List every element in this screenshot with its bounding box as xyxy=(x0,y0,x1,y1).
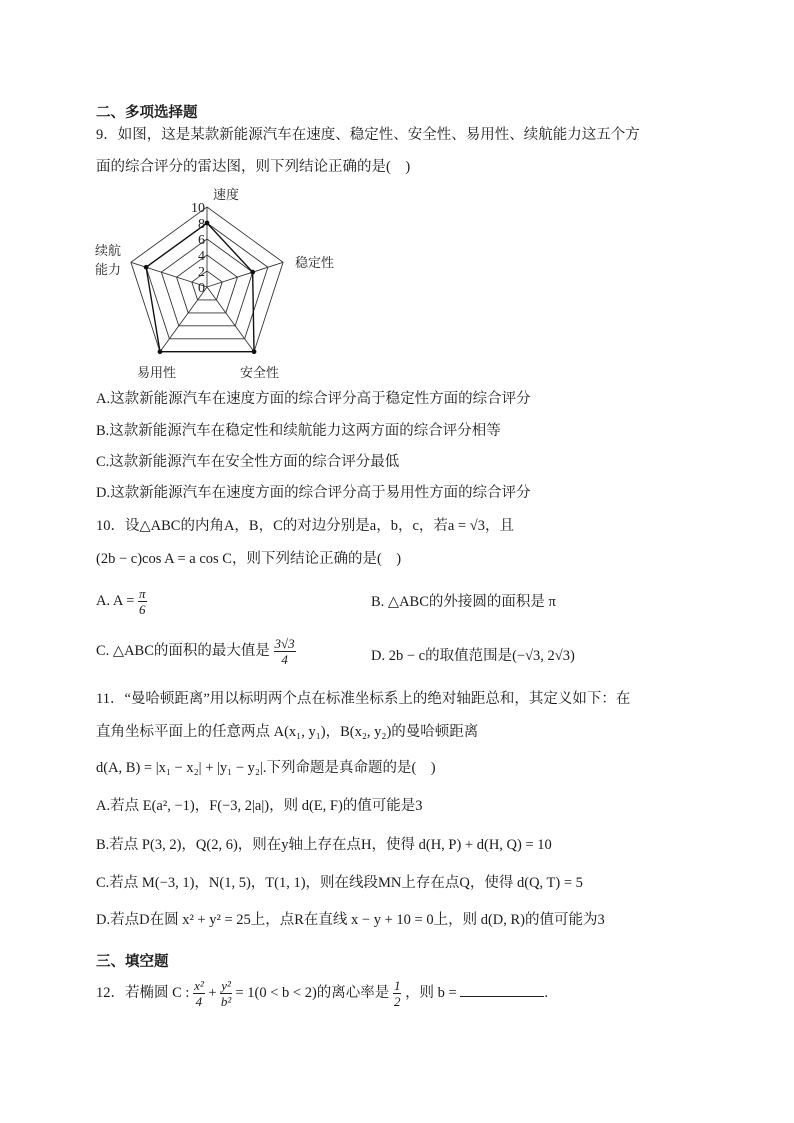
q11-option-a: A.若点 E(a², −1)，F(−3, 2|a|)，则 d(E, F)的值可能是3 xyxy=(96,798,423,814)
q11-option-b: B.若点 P(3, 2)，Q(2, 6)，则在y轴上存在点H，使得 d(H, P) + d(H, Q) = 10 xyxy=(96,837,552,853)
q9-option-d: D.这款新能源汽车在速度方面的综合评分高于易用性方面的综合评分 xyxy=(96,485,531,501)
radar-data-point xyxy=(252,349,257,354)
q11-stem-line3: d(A, B) = |x₁ − x₂| + |y₁ − y₂|.下列命题是真命题的是( ) xyxy=(96,760,436,776)
radar-data-point xyxy=(158,349,163,354)
fraction-denominator: 4 xyxy=(195,994,203,1009)
q9-stem-line1: 9．如图，这是某款新能源汽车在速度、稳定性、安全性、易用性、续航能力这五个方 xyxy=(96,127,640,143)
radar-axis-label-stability: 稳定性 xyxy=(295,256,335,271)
radar-chart xyxy=(90,183,350,383)
q12-fraction-y xyxy=(220,978,232,1009)
q9-option-a: A.这款新能源汽车在速度方面的综合评分高于稳定性方面的综合评分 xyxy=(96,391,531,407)
q11-option-d: D.若点D在圆 x² + y² = 25上，点R在直线 x − y + 10 = 0上，则 d(D, R)的值可能为3 xyxy=(96,912,605,928)
radar-spoke xyxy=(207,287,254,352)
q10-option-c-prefix: C. △ABC的面积的最大值是 xyxy=(96,642,270,659)
radar-spoke xyxy=(207,262,283,287)
q12-fraction-half xyxy=(393,978,402,1009)
fraction-numerator: x² xyxy=(194,978,204,993)
q10-option-b: B. △ABC的外接圆的面积是 π xyxy=(371,594,556,610)
radar-data-point xyxy=(250,270,255,275)
q12-answer-blank[interactable] xyxy=(460,982,544,997)
fraction-numerator: π xyxy=(139,586,146,601)
q9-option-c: C.这款新能源汽车在安全性方面的综合评分最低 xyxy=(96,454,400,470)
q10-option-a xyxy=(96,586,147,617)
q10-option-c xyxy=(96,636,296,667)
section-heading-multiple-choice: 二、多项选择题 xyxy=(96,105,198,121)
q10-option-a-fraction xyxy=(138,586,147,617)
q10-option-d: D. 2b − c的取值范围是(−√3, 2√3) xyxy=(371,648,575,664)
fraction-denominator: 2 xyxy=(393,994,401,1009)
radar-tick-label: 2 xyxy=(198,265,205,280)
radar-tick-label: 0 xyxy=(198,281,205,296)
q10-option-a-prefix: A. A = xyxy=(96,592,135,609)
q11-stem-line2: 直角坐标平面上的任意两点 A(x₁, y₁)，B(x₂, y₂)的曼哈顿距离 xyxy=(96,724,479,740)
q12-fraction-x xyxy=(193,978,205,1009)
radar-spoke xyxy=(160,287,207,352)
fraction-numerator: 1 xyxy=(393,978,401,993)
q11-stem-line1: 11．“曼哈顿距离”用以标明两个点在标准坐标系上的绝对轴距总和，其定义如下：在 xyxy=(96,691,631,707)
fraction-numerator: y² xyxy=(221,978,231,993)
radar-spokes xyxy=(131,207,283,352)
radar-spoke xyxy=(131,262,207,287)
radar-tick-label: 4 xyxy=(198,249,205,264)
q10-option-c-fraction xyxy=(274,636,296,667)
fraction-denominator: b² xyxy=(220,994,232,1009)
radar-tick-label: 10 xyxy=(191,201,205,216)
radar-tick-labels xyxy=(191,201,205,296)
radar-tick-label: 8 xyxy=(198,217,205,232)
q12-middle: = 1(0 < b < 2)的离心率是 xyxy=(235,984,390,1001)
fraction-denominator: 6 xyxy=(139,602,146,617)
q10-stem-line2: (2b − c)cos A = a cos C，则下列结论正确的是( ) xyxy=(96,551,402,567)
q12-suffix: ，则 b = xyxy=(405,984,457,1001)
radar-axis-label-safety: 安全性 xyxy=(240,366,280,381)
radar-svg xyxy=(90,183,350,383)
q12-end-period: . xyxy=(544,984,548,1001)
radar-axis-label-endurance-1: 续航 xyxy=(95,244,122,259)
radar-tick-label: 6 xyxy=(198,233,205,248)
q9-option-b: B.这款新能源汽车在稳定性和续航能力这两方面的综合评分相等 xyxy=(96,423,501,439)
q12-prefix: 12．若椭圆 C : xyxy=(96,984,190,1001)
q12-plus: + xyxy=(208,984,217,1001)
q9-stem-line2: 面的综合评分的雷达图，则下列结论正确的是( ) xyxy=(96,159,411,175)
q10-stem-line1: 10．设△ABC的内角A，B，C的对边分别是a，b，c，若a = √3，且 xyxy=(96,518,514,534)
fraction-numerator: 3√3 xyxy=(274,636,295,651)
q12-stem xyxy=(96,978,548,1009)
q11-option-c: C.若点 M(−3, 1)，N(1, 5)，T(1, 1)，则在线段MN上存在点Q，使得 d(Q, T) = 5 xyxy=(96,875,583,891)
fraction-denominator: 4 xyxy=(281,652,288,667)
section-heading-fill-in: 三、填空题 xyxy=(96,954,169,970)
radar-axis-label-usability: 易用性 xyxy=(137,366,177,381)
radar-axis-label-endurance-2: 能力 xyxy=(95,263,122,278)
radar-data-point xyxy=(205,221,210,226)
radar-axis-label-speed: 速度 xyxy=(213,188,240,203)
radar-data-point xyxy=(144,265,149,270)
